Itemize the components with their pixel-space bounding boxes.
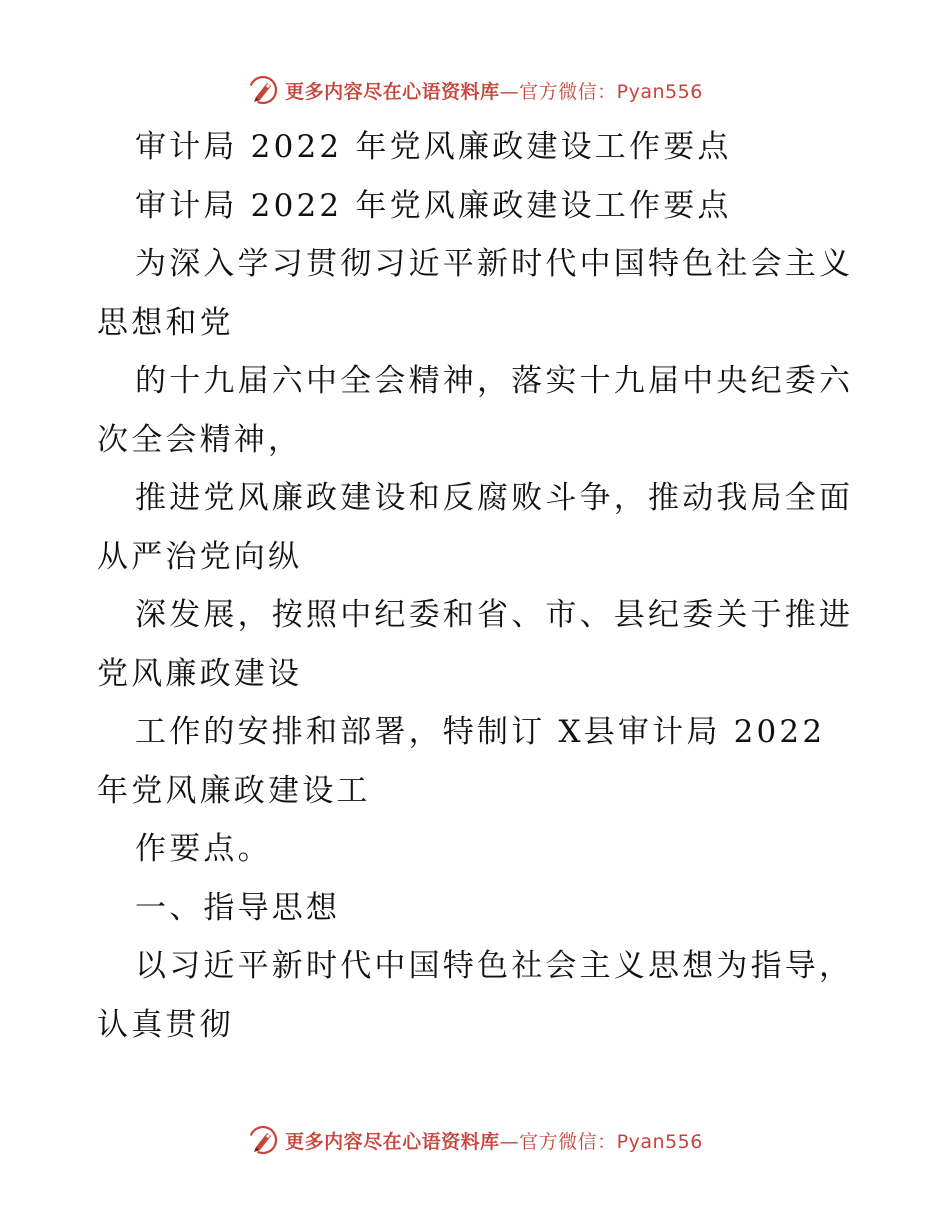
pen-nib-logo-icon	[247, 74, 279, 106]
doc-line: 深发展，按照中纪委和省、市、县纪委关于推进	[135, 597, 854, 633]
footer-watermark-inner	[247, 1124, 703, 1156]
pen-nib-logo-icon	[247, 1124, 279, 1156]
doc-line: 作要点。	[135, 831, 272, 867]
header-watermark-text	[285, 77, 703, 104]
header-watermark	[0, 70, 950, 110]
doc-line-title: 审计局 2022 年党风廉政建设工作要点	[135, 129, 732, 165]
doc-line: 从严治党向纵	[97, 538, 303, 575]
doc-line: 的十九届六中全会精神，落实十九届中央纪委六	[135, 363, 854, 399]
header-watermark-dash: —	[499, 80, 520, 103]
doc-line-title-repeat: 审计局 2022 年党风廉政建设工作要点	[135, 187, 732, 224]
doc-line: 党风廉政建设	[97, 655, 303, 692]
doc-line: 次全会精神，	[97, 421, 303, 458]
doc-line: 工作的安排和部署，特制订 X县审计局 2022	[135, 714, 826, 750]
footer-watermark-text	[285, 1127, 703, 1154]
footer-watermark-library: 更多内容尽在心语资料库	[285, 1130, 500, 1153]
header-watermark-library: 更多内容尽在心语资料库	[285, 80, 500, 103]
doc-line: 年党风廉政建设工	[97, 772, 371, 809]
doc-line: 推进党风廉政建设和反腐败斗争，推动我局全面	[135, 480, 854, 516]
doc-line: 认真贯彻	[97, 1006, 234, 1043]
header-watermark-inner	[247, 74, 703, 106]
footer-watermark-wechat: 官方微信：Pyan556	[519, 1130, 703, 1153]
doc-line: 以习近平新时代中国特色社会主义思想为指导，	[135, 948, 854, 984]
doc-line: 为深入学习贯彻习近平新时代中国特色社会主义	[135, 246, 854, 282]
document-body	[97, 118, 867, 1054]
footer-watermark-dash: —	[499, 1130, 520, 1153]
doc-section-heading: 一、指导思想	[135, 889, 341, 926]
doc-line: 思想和党	[97, 304, 234, 341]
header-watermark-wechat: 官方微信：Pyan556	[519, 80, 703, 103]
footer-watermark	[0, 1120, 950, 1160]
